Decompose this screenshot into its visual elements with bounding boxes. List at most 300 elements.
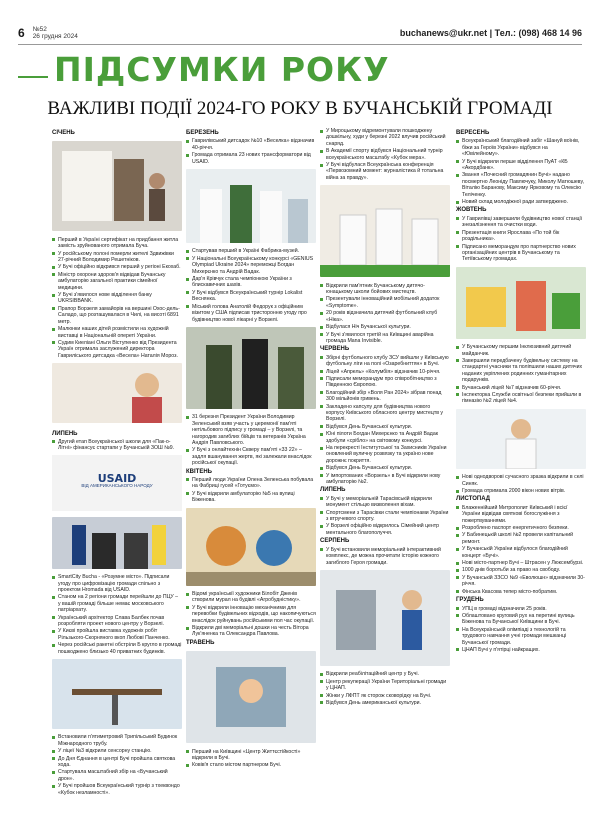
list-item-text: Міський голова Анатолій Федорук з офіційним візитом у США підписав тристоронню угоду про будівництво нової лікарні у Ворзелі. [192,303,307,323]
bullet-icon [320,701,323,704]
bullet-icon [456,562,459,565]
bullet-icon [52,596,55,599]
usaid-tagline: ВІД АМЕРИКАНСЬКОГО НАРОДУ [81,482,153,488]
list-item-text: Громада отримала 2000 вікон нових вітрів. [462,488,566,494]
list-item [52,615,182,628]
list-item-text: Фінська Квасова тепер місто-побратим. [462,588,558,595]
list-item [52,237,182,250]
list-item-text: 20 років відзначила дитячий футбольний клуб «Ніка». [326,310,438,323]
bullet-icon [186,606,189,609]
list-item-text: У Бучі офіційно відкрився перший у регіоні Екохаб. [58,264,181,271]
bullet-icon [320,284,323,287]
list-item [52,628,182,641]
list-item-text: У Мироцькому відремонтували пошкоджену дошкільну, худи у березні 2022 влучив російський снаряд. [326,128,446,147]
list-item-text: У Бучі з'явилося третій на Київщині аварійна громада Mana Invisible. [326,331,434,344]
list-item-text: У Бучі відкрили амбулаторію №5 на вулиці Біженова. [192,490,295,504]
bullet-icon [320,370,323,373]
list-item-text: Нові місто-партнер Бучі – Штрасен у Люксембурзі. [462,560,584,567]
list-item [320,693,450,699]
list-item-text: В Академії спорту відбувся Національний турнір всеукраїнського масштабу «Кубок мера». [326,148,443,161]
list-item-text: У Бучі встановили меморіальний інтерактивний комплекс, де можна прочитати історію кожного загиблого Героя громади. [326,546,441,566]
list-item-text: Бучанський ліцей №7 відзначив 60-річчя. [462,384,562,391]
photo-director [52,363,182,423]
list-item-text: У Бучі з'явилося нове відділення банку UKRSIBBANK. [58,292,152,305]
list-item-text: У Бучанському першим Інклюзивний дитячий майданчик. [462,344,572,357]
list-item-text: Прапор Ворзеля замайорів на вершині Охос-дель-Саладо, що розташувалася в Чилі, на висоті 6891 метр. [58,305,180,325]
bullet-icon [52,630,55,633]
list-item-text: Жінки у ЛФПТ як сторож сковорідку на Бучі. [326,692,432,699]
section-title: ПІДСУМКИ РОКУ [54,50,390,89]
list-item [320,283,450,296]
item-list [52,237,182,359]
month-heading: ЛИСТОПАД [456,496,491,503]
list-item [320,324,450,330]
list-item [186,749,316,762]
list-item [456,474,586,487]
list-item [52,769,182,782]
list-item [186,414,316,446]
list-item [456,560,586,566]
bullet-icon [456,476,459,479]
bullet-icon [52,771,55,774]
header-bar [18,22,582,44]
bullet-icon [320,326,323,329]
list-item [320,465,450,471]
month-heading: ВЕРЕСЕНЬ [456,130,490,136]
list-item-text: У ліцеї №3 відкрили сенсорну станцію. [58,748,152,755]
bullet-icon [320,298,323,301]
bullet-icon [52,252,55,255]
bullet-icon [320,497,323,500]
list-item [456,627,586,646]
photo-mural [186,508,316,586]
list-item [186,304,316,323]
list-item [52,734,182,747]
bullet-icon [186,291,189,294]
list-item [456,385,586,391]
list-item-text: Гаврилівський дитсадок №10 «Веселка» відзначив 40-річчя. [192,138,315,151]
list-item-text: Стартувала масштабний збір на «Бучанський дрон». [58,769,168,782]
list-item [186,276,316,289]
bullet-icon [456,490,459,493]
list-item [456,589,586,595]
bullet-icon [456,393,459,396]
list-item [320,128,450,147]
bullet-icon [320,164,323,167]
list-item [320,473,450,486]
list-item [456,244,586,263]
list-item [456,505,586,524]
list-item [186,138,316,151]
bullet-icon [52,757,55,760]
list-item [320,700,450,706]
list-item [456,606,586,612]
list-item-text: Звання «Почесний громадянин Бучі» надано посмертно Леоніду Павлючуку, Миколу Матюшеву, Віталію Баранову, Максиму Ярковому та Олексію Теліченку. [462,172,584,198]
bullet-icon [456,201,459,204]
bullet-icon [320,130,323,133]
list-item [456,138,586,157]
list-item [186,762,316,768]
bullet-icon [456,648,459,651]
list-item-text: Другий етап Всеукраїнської школи для «Пак-о-Літні» фінансує стартапи у Бучанській ЗОШ №9. [58,438,175,452]
list-item [186,447,316,466]
bullet-icon [52,238,55,241]
issue-date: 26 грудня 2024 [32,33,78,40]
list-item-text: До Дня Єднання в центрі Бучі пройшла святкова хода. [58,755,176,769]
bullet-icon [456,569,459,572]
bullet-icon [320,312,323,315]
photo-playground [456,267,586,339]
bullet-icon [320,433,323,436]
month-heading: ЖОВТЕНЬ [456,207,487,214]
month-heading: ЛИПЕНЬ [320,487,346,494]
list-item [320,148,450,161]
list-item [320,404,450,423]
list-item [456,567,586,573]
list-item-text: Презентація книги Ярослава «По той бік роздільника». [462,229,560,243]
bullet-icon [456,160,459,163]
list-item-text: У імпортованих «Ворзель» в Бучі відкрили нову амбулаторію №2. [326,472,441,486]
bullet-icon [320,333,323,336]
column-4 [456,128,586,818]
bullet-icon [320,150,323,153]
list-item [320,310,450,323]
bullet-icon [186,492,189,495]
list-item [186,256,316,275]
list-item-text: Встановили п'ятиметровий Трипільський Будинок Міжнародного трубу. [58,734,178,747]
list-item [320,424,450,430]
list-item-text: Стартував перший в Україні Фабрика-музей. [192,248,300,255]
month-heading: ТРАВЕНЬ [186,639,215,646]
list-item-text: Міністр охорони здоров'я відвідав Бучанську амбулаторію загальної практики сімейної медицини. [58,271,166,291]
list-item [320,431,450,444]
photo-center [186,651,316,743]
list-item [320,162,450,181]
contact-info[interactable]: buchanews@ukr.net | Тел.: (098) 468 14 96 [399,28,582,38]
bullet-icon [186,764,189,767]
list-item [320,510,450,523]
list-item-text: У Бучі відкрили перше відділення ПуАТ «КБ «Акордбанк». [462,158,568,172]
column-3 [320,128,450,818]
list-item [52,251,182,264]
column-2 [186,128,316,818]
list-item-text: Відкрили дві меморіальні дошки на честь Вітора Лук'яненка та Олександра Павлова. [192,625,309,638]
usaid-wordmark: USAID [97,472,137,486]
list-item-text: Відкрили реабілітаційний центр у Бучі. [326,671,419,678]
bullet-icon [456,506,459,509]
bullet-icon [52,307,55,310]
list-item-text: Перший люди України Олена Зеленська побувала на Фабриці гусей «Готуємо». [192,476,314,490]
bullet-icon [320,356,323,359]
bullet-icon [52,785,55,788]
list-item-text: Завершили передбачену будівельну систему на стандартні учасники та поліпшили наших дитячих наданих укріплених родинних гуманітарних подарунків. [462,357,583,384]
header-divider [18,44,582,45]
list-item-text: Відбулася Ніч Бучанської культури. [326,324,411,331]
list-item [52,748,182,754]
list-item-text: На перекресті Інститутської та Захисників України оновлений вуличну розвязку та україно нове дорожнє покриття. [326,445,447,464]
list-item-text: Благодійний збір «Воля Ран 2024» зібрав понад 300 мільйонів гривень. [326,389,442,403]
photo-signing [52,517,182,569]
list-item-text: Новий склад молодіжної ради затверджено. [462,199,568,206]
list-item-text: У Києві пройшла виставка художніх робіт Рільзького-Скорняного вкоп Любові Панченко. [58,628,170,641]
list-item [320,390,450,403]
list-item-text: 31 березня Президент України Володимир Зеленський взяв участь у церемонії пам'яті нетільбового підпису у громаді – у Ворзелі, та нагородив загиблих бійців та ветеранів Україна Андрія Павловського. [192,414,306,446]
list-item-text: Перший на Київщині «Центр Життєстійкості» відкрили в Бучі. [192,748,301,762]
list-item [456,216,586,229]
list-item [186,290,316,303]
month-heading: СІЧЕНЬ [52,130,75,136]
bullet-icon [52,736,55,739]
list-item [456,358,586,384]
list-item-text: Через російські ракетні обстріли Б кругло в громаді пошкоджено близько 40 приватних будинків. [58,642,182,655]
bullet-icon [456,245,459,248]
list-item [456,575,586,588]
list-item-text: Ковів'я стало містом партнером Бучі. [192,762,282,769]
list-item [320,671,450,677]
bullet-icon [52,440,55,443]
list-item-text: У Бучі з онлайтехнін Скверу пам'яті «33 22» – задля вшанування жертв, які залежали внаслідок російської окупації. [192,447,312,467]
list-item [320,496,450,509]
list-item-text: 1000 днів боротьби за право на свободу. [462,567,561,574]
list-item-text: У Бучі у меморіальній Тарасівській відкрили монумент стільцю визволення віхам. [326,495,432,509]
bullet-icon [320,391,323,394]
list-item-text: У російському полоні померли жителі Здвижівки 27-річний Володимир Решетніков. [58,250,174,264]
issue-info [33,26,78,40]
bullet-icon [320,474,323,477]
bullet-icon [186,750,189,753]
list-item [52,574,182,593]
green-rule [18,76,48,78]
list-item [186,152,316,165]
bullet-icon [186,449,189,452]
photo-rehab [320,570,450,666]
list-item [52,264,182,270]
list-item [320,679,450,692]
list-item [456,647,586,653]
usaid-logo [52,455,182,511]
bullet-icon [320,467,323,470]
list-item [320,376,450,389]
list-item [456,172,586,198]
bullet-icon [320,511,323,514]
list-item [186,591,316,604]
bullet-icon [186,478,189,481]
column-1 [52,128,182,808]
list-item [52,306,182,325]
bullet-icon [52,576,55,579]
bullet-icon [186,278,189,281]
list-item-text: Розроблено паспорт енергетичного безпеки. [462,525,569,532]
list-item [456,199,586,205]
list-item-text: Юні пілоти Богдан Михерєнко та Андрій Вадак здобули «срібло» на світовому конкурсі. [326,431,438,444]
month-heading: КВІТЕНЬ [186,468,212,475]
bullet-icon [456,386,459,389]
bullet-icon [52,328,55,331]
list-item-text: Відкрили пам'ятник Бучанському дитячо-юнацькому школи бойових мистецтв. [326,282,425,296]
list-item-text: ЦНАП Бучі у п'ятірці найкращих. [462,646,540,653]
list-item [320,547,450,566]
bullet-icon [456,174,459,177]
bullet-icon [52,294,55,297]
list-item [52,642,182,655]
bullet-icon [52,273,55,276]
list-item-text: Презентували інноваційний мобільний додаток «Symptome». [326,296,440,309]
bullet-icon [456,534,459,537]
photo-doctor [456,409,586,469]
bullet-icon [456,607,459,610]
list-item-text: Судим Киеліані Ольги Віступенко від Президента Україн отримала заслужений директора Гавриліського дитсадка «Весела» Наталія Мороз. [58,339,178,359]
bullet-icon [320,377,323,380]
list-item-text: Нові однодворові сучасного зразка відкрили в селі Синяк. [462,474,584,487]
list-item-text: Український архітектор Слава Балбек почав розробляти проект нового центру у Ворзелі. [58,614,165,627]
bullet-icon [456,614,459,617]
photo-president [186,327,316,409]
list-item-text: Ліцей «Апрель» «Колумбія» відзначив 10-річчя. [326,368,441,375]
bullet-icon [456,359,459,362]
list-item-text: У Бучі відбувся Всеукраїнський турнір Lokalist Веснянка. [192,289,303,303]
bullet-icon [456,527,459,530]
list-item [320,369,450,375]
bullet-icon [52,750,55,753]
bullet-icon [456,140,459,143]
list-item [456,230,586,243]
bullet-icon [186,250,189,253]
month-heading: СЕРПЕНЬ [320,538,350,545]
list-item-text: Підписано меморандум про партнерство нових організаційних центрів в Бучанському та Тетіївському громадах. [462,243,576,263]
photo-martial-arts [320,185,450,277]
list-item [52,439,182,452]
list-item-text: У Бучі відкрили інновацію механічними для перевобки будівельних відходів, що накопичуються внаслідок руйнувань російськими пол час окупації. [192,604,316,624]
list-item-text: У Бучі відбулася Всеукраїнська конференція «Первозомний момент: журналістика й тотальна війна за правду». [326,162,444,181]
list-item [52,272,182,291]
list-item [320,355,450,368]
bullet-icon [186,416,189,419]
list-item-text: Відбувся День американської культури. [326,699,422,706]
list-item-text: У Бабинецькій школі №2 провели капітальний ремонт. [462,532,574,545]
month-heading: ЧЕРВЕНЬ [320,346,350,353]
photo-trumpet [52,659,182,729]
bullet-icon [456,628,459,631]
list-item-text: Станом на 2 регіони громади перейшли до ПЦУ – у вашій громаді більше немає московського патріархату. [58,594,179,614]
main-title: ВАЖЛИВІ ПОДІЇ 2024-ГО РОКУ В БУЧАНСЬКІЙ ГРОМАДІ [47,98,553,119]
list-item [456,344,586,357]
bullet-icon [186,627,189,630]
list-item-text: Інспекторка Служби освітньої безпеки прийшли в гімназію №2 ліцей №4. [462,391,582,405]
list-item-text: Блаженнійший Митрополит Київський і всієї України відвідав святкові богослужіння з пожертвуваннями. [462,504,568,524]
list-item-text: Малюнки наших дітей розмістили на художній виставці в Національній опереті України. [58,326,169,339]
photo-lab [186,169,316,243]
bullet-icon [456,346,459,349]
list-item [456,525,586,531]
list-item-text: На Всеукраїнській олімпіаді з технологій та трудового навчання учні громади мешканці Бучанської громади. [462,626,567,646]
list-item [456,546,586,559]
list-item [186,491,316,504]
list-item [52,594,182,613]
list-item [320,445,450,464]
list-item-text: Перший в Україні сертифікат на придбання житла замість зруйнованого отримала Буча. [58,236,179,250]
issue-number: №52 [32,26,47,33]
list-item [52,292,182,305]
list-item-text: Відомі українськії художники Білобіт Дженів створили мурал на будівлі «Агробудністику». [192,591,301,604]
month-heading: БЕРЕЗЕНЬ [186,130,219,136]
bullet-icon [320,680,323,683]
list-item-text: Закладено капсулу для будівництва нового корпусу Київського обласного центру мистецтв у Ворзелі. [326,403,444,423]
list-item [186,625,316,638]
bullet-icon [186,140,189,143]
list-item [456,532,586,545]
bullet-icon [456,217,459,220]
bullet-icon [52,266,55,269]
list-item-text: SmartCity Bucha - «Розумне місто». Підписали угоду про цифровізацію громади спільно з проектом Hromada від USAID. [58,574,170,593]
list-item [52,326,182,339]
bullet-icon [456,548,459,551]
list-item-text: Дар'я Крівчук стала чемпіонкою України з блискавичних шахів. [192,276,292,289]
list-item-text: У Національні Всеукраїнському конкурсі «GENIUS Olympiad Ukraine 2024» переможці Богдан Михерєнко та Андрій Вадак. [192,255,314,275]
list-item-text: Відбувся День Бучанської культури. [326,423,413,430]
bullet-icon [52,341,55,344]
bullet-icon [52,644,55,647]
list-item-text: У Бучанській України відбулося благодійний концерт «Бучі». [462,546,568,559]
month-heading: ГРУДЕНЬ [456,597,484,604]
list-item [456,488,586,494]
list-item-text: У Гаврилівці завершили будівництво нової станції знезалізнення та очистки води. [462,215,583,229]
list-item [186,248,316,254]
list-item-text: Спортсмени з Тарасівки стали чемпіонами України з втручевого спорту. [326,509,449,523]
bullet-icon [186,154,189,157]
bullet-icon [456,576,459,579]
list-item-text: У Бучанській ЗЗСО №9 «Еволюшн» відзначили 30-річчя. [462,574,585,588]
bullet-icon [320,405,323,408]
bullet-icon [320,525,323,528]
list-item [320,296,450,309]
list-item-text: Всеукраїнський благодійний забіг «Шануй воїнів, біжи за Героїв України» відбувся на «Ювілейному». [462,138,580,158]
list-item [186,605,316,624]
month-heading: ЛИПЕНЬ [52,430,78,437]
list-item-text: Громада отримала 23 нових трансформатори від USAID. [192,152,311,165]
photo-family-house [52,141,182,231]
bullet-icon [320,673,323,676]
list-item [52,340,182,359]
list-item [52,756,182,769]
list-item-text: Підписали меморандум про співробітництво з Південною Європою. [326,375,437,389]
list-item-text: У Ворзелі офіційно відкрилось Сімейний центр ментального благополуччя. [326,523,440,536]
bullet-icon [320,447,323,450]
bullet-icon [320,694,323,697]
list-item-text: Облаштовано круговий рух на перетині вулиць Біженова та Бучанської Київщини в Бучі. [462,612,575,626]
list-item [456,159,586,172]
list-item-text: УПЦ в громаді відзначили 25 років. [462,605,547,612]
list-item-text: Відбувся День Бучанської культури. [326,465,413,472]
list-item [456,392,586,405]
bullet-icon [186,305,189,308]
bullet-icon [320,548,323,551]
list-item-text: Центр рекуперації України Територіальні громади у ЦНАП. [326,678,447,692]
page-number: 6 [18,26,25,40]
bullet-icon [186,257,189,260]
bullet-icon [456,590,459,593]
list-item [320,523,450,536]
list-item-text: У Бучі пройшов Всеукраїнський турнір з тхеквондо «Кубок незламності». [58,783,180,796]
list-item [186,477,316,490]
bullet-icon [52,616,55,619]
bullet-icon [456,231,459,234]
bullet-icon [320,425,323,428]
list-item [320,332,450,345]
list-item [52,783,182,796]
bullet-icon [186,593,189,596]
list-item-text: Збірні футбольного клубу ЗСУ вийшли у Київськую футбольну ліги на полі «Озаребниттян» в Бучі. [326,354,449,368]
list-item [456,613,586,626]
